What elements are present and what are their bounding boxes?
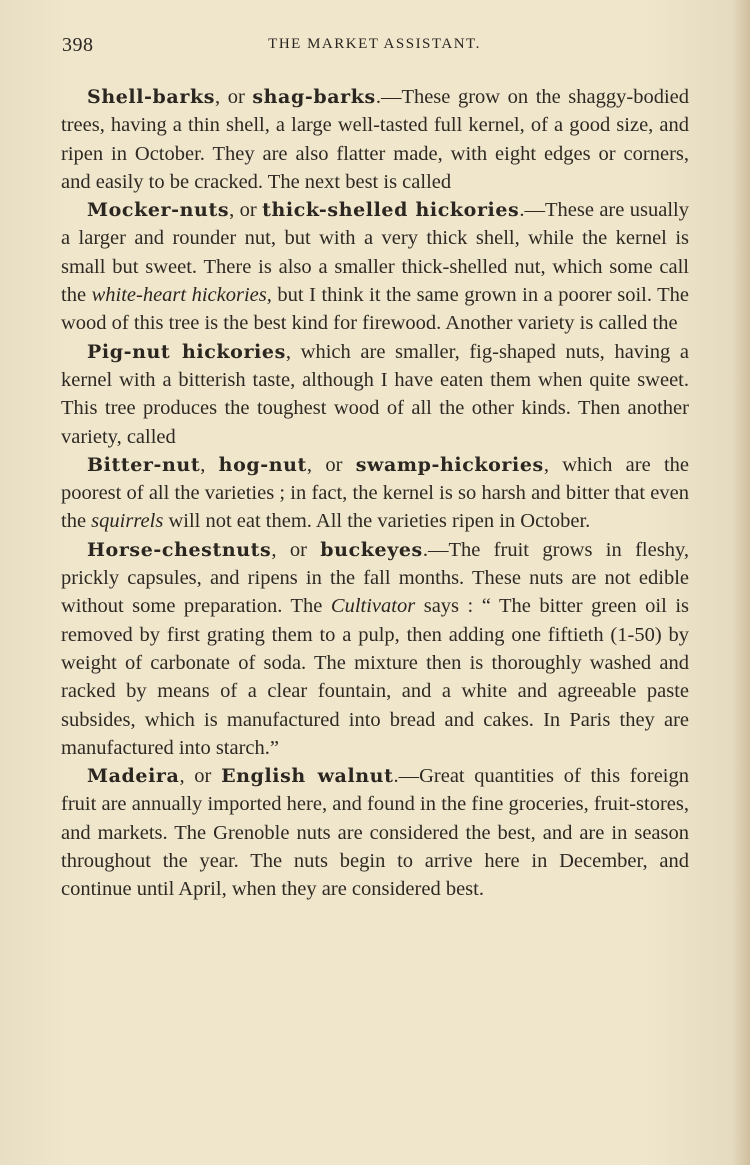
paragraph-text: .—These grow on the shaggy-bodied trees, having a thin shell, a large well-tasted full kernel, of a good size, and ripen in October. They are also flatter made, with eight edges or corners, and easily to be cracked. The next best is called bbox=[61, 86, 689, 193]
page-body bbox=[61, 83, 689, 904]
paragraph-text: , bbox=[200, 453, 219, 476]
page-edge-shadow bbox=[732, 0, 750, 1165]
term-thick-shelled-hickories: thick-shelled hickories bbox=[262, 199, 520, 222]
paragraph-text: , which are the poorest of all the varieties ; in fact, the kernel is so harsh and bitter that even the bbox=[61, 453, 690, 533]
term-horse-chestnuts: Horse-chestnuts bbox=[87, 538, 272, 561]
running-title: THE MARKET ASSISTANT. bbox=[268, 36, 481, 52]
paragraph-horse-chestnuts bbox=[61, 536, 689, 762]
term-english-walnut: English walnut bbox=[221, 765, 394, 788]
paragraph-text: but I think it the same grown in a poorer soil. The wood of this tree is the best kind for firewood. Another variety is called the bbox=[61, 284, 690, 335]
paragraph-text: , or bbox=[179, 765, 222, 788]
paragraph-text: .—Great quantities of this foreign fruit are annually imported here, and found in the fine groceries, fruit-stores, and markets. The Grenoble nuts are considered the best, and are in season throughout the year. The nuts begin to arrive here in December, and continue until April, when they are considered best. bbox=[61, 765, 689, 901]
paragraph-text: says : “ The bitter green oil is removed by first grating them to a pulp, then adding one fiftieth (1-50) by weight of carbonate of soda. The mixture then is thoroughly washed and racked by means of a clear fountain, and a white and agreeable paste subsides, which is manufactured into bread and cakes. In Paris they are manufactured into starch.” bbox=[61, 595, 689, 759]
italic-white-heart-hickories: white-heart hickories, bbox=[91, 284, 272, 307]
paragraph-text: .—The fruit grows in fleshy, prickly capsules, and ripens in the fall months. These nuts are not edible without some preparation. The bbox=[61, 538, 689, 618]
paragraph-text: , or bbox=[271, 538, 321, 561]
paragraph-madeira bbox=[61, 762, 689, 903]
page-number: 398 bbox=[62, 34, 94, 56]
term-shell-barks: Shell-barks bbox=[87, 86, 216, 108]
term-mocker-nuts: Mocker-nuts bbox=[87, 199, 230, 222]
term-buckeyes: buckeyes bbox=[320, 538, 423, 561]
italic-cultivator: Cultivator bbox=[330, 595, 416, 618]
paragraph-text: will not eat them. All the varieties ripen in October. bbox=[163, 510, 591, 533]
paragraph-text: , or bbox=[215, 86, 253, 108]
paragraph-pig-nut bbox=[61, 338, 689, 451]
term-pig-nut-hickories: Pig-nut hickories bbox=[87, 340, 286, 363]
paragraph-text: , or bbox=[229, 199, 263, 222]
paragraph-text: , or bbox=[306, 453, 356, 476]
term-hog-nut: hog-nut bbox=[218, 453, 307, 476]
paragraph-text: , which are smaller, fig-shaped nuts, having a kernel with a bitterish taste, although I have eaten them when quite sweet. This tree produces the toughest wood of all the other kinds. Then another variety, called bbox=[61, 340, 689, 448]
term-bitter-nut: Bitter-nut bbox=[87, 453, 201, 476]
page-header bbox=[62, 34, 687, 60]
term-swamp-hickories: swamp-hickories bbox=[355, 453, 544, 476]
paragraph-bitter-nut bbox=[61, 451, 689, 536]
paragraph-mocker-nuts bbox=[61, 196, 689, 337]
paragraph-shell-barks bbox=[61, 83, 689, 196]
term-madeira: Madeira bbox=[87, 765, 180, 788]
term-shag-barks: shag-barks bbox=[252, 86, 376, 108]
paragraph-text: .—These are usually a larger and rounder nut, but with a very thick shell, while the kernel is small but sweet. There is also a smaller thick-shelled nut, which some call the bbox=[61, 199, 689, 307]
italic-squirrels: squirrels bbox=[91, 510, 164, 533]
